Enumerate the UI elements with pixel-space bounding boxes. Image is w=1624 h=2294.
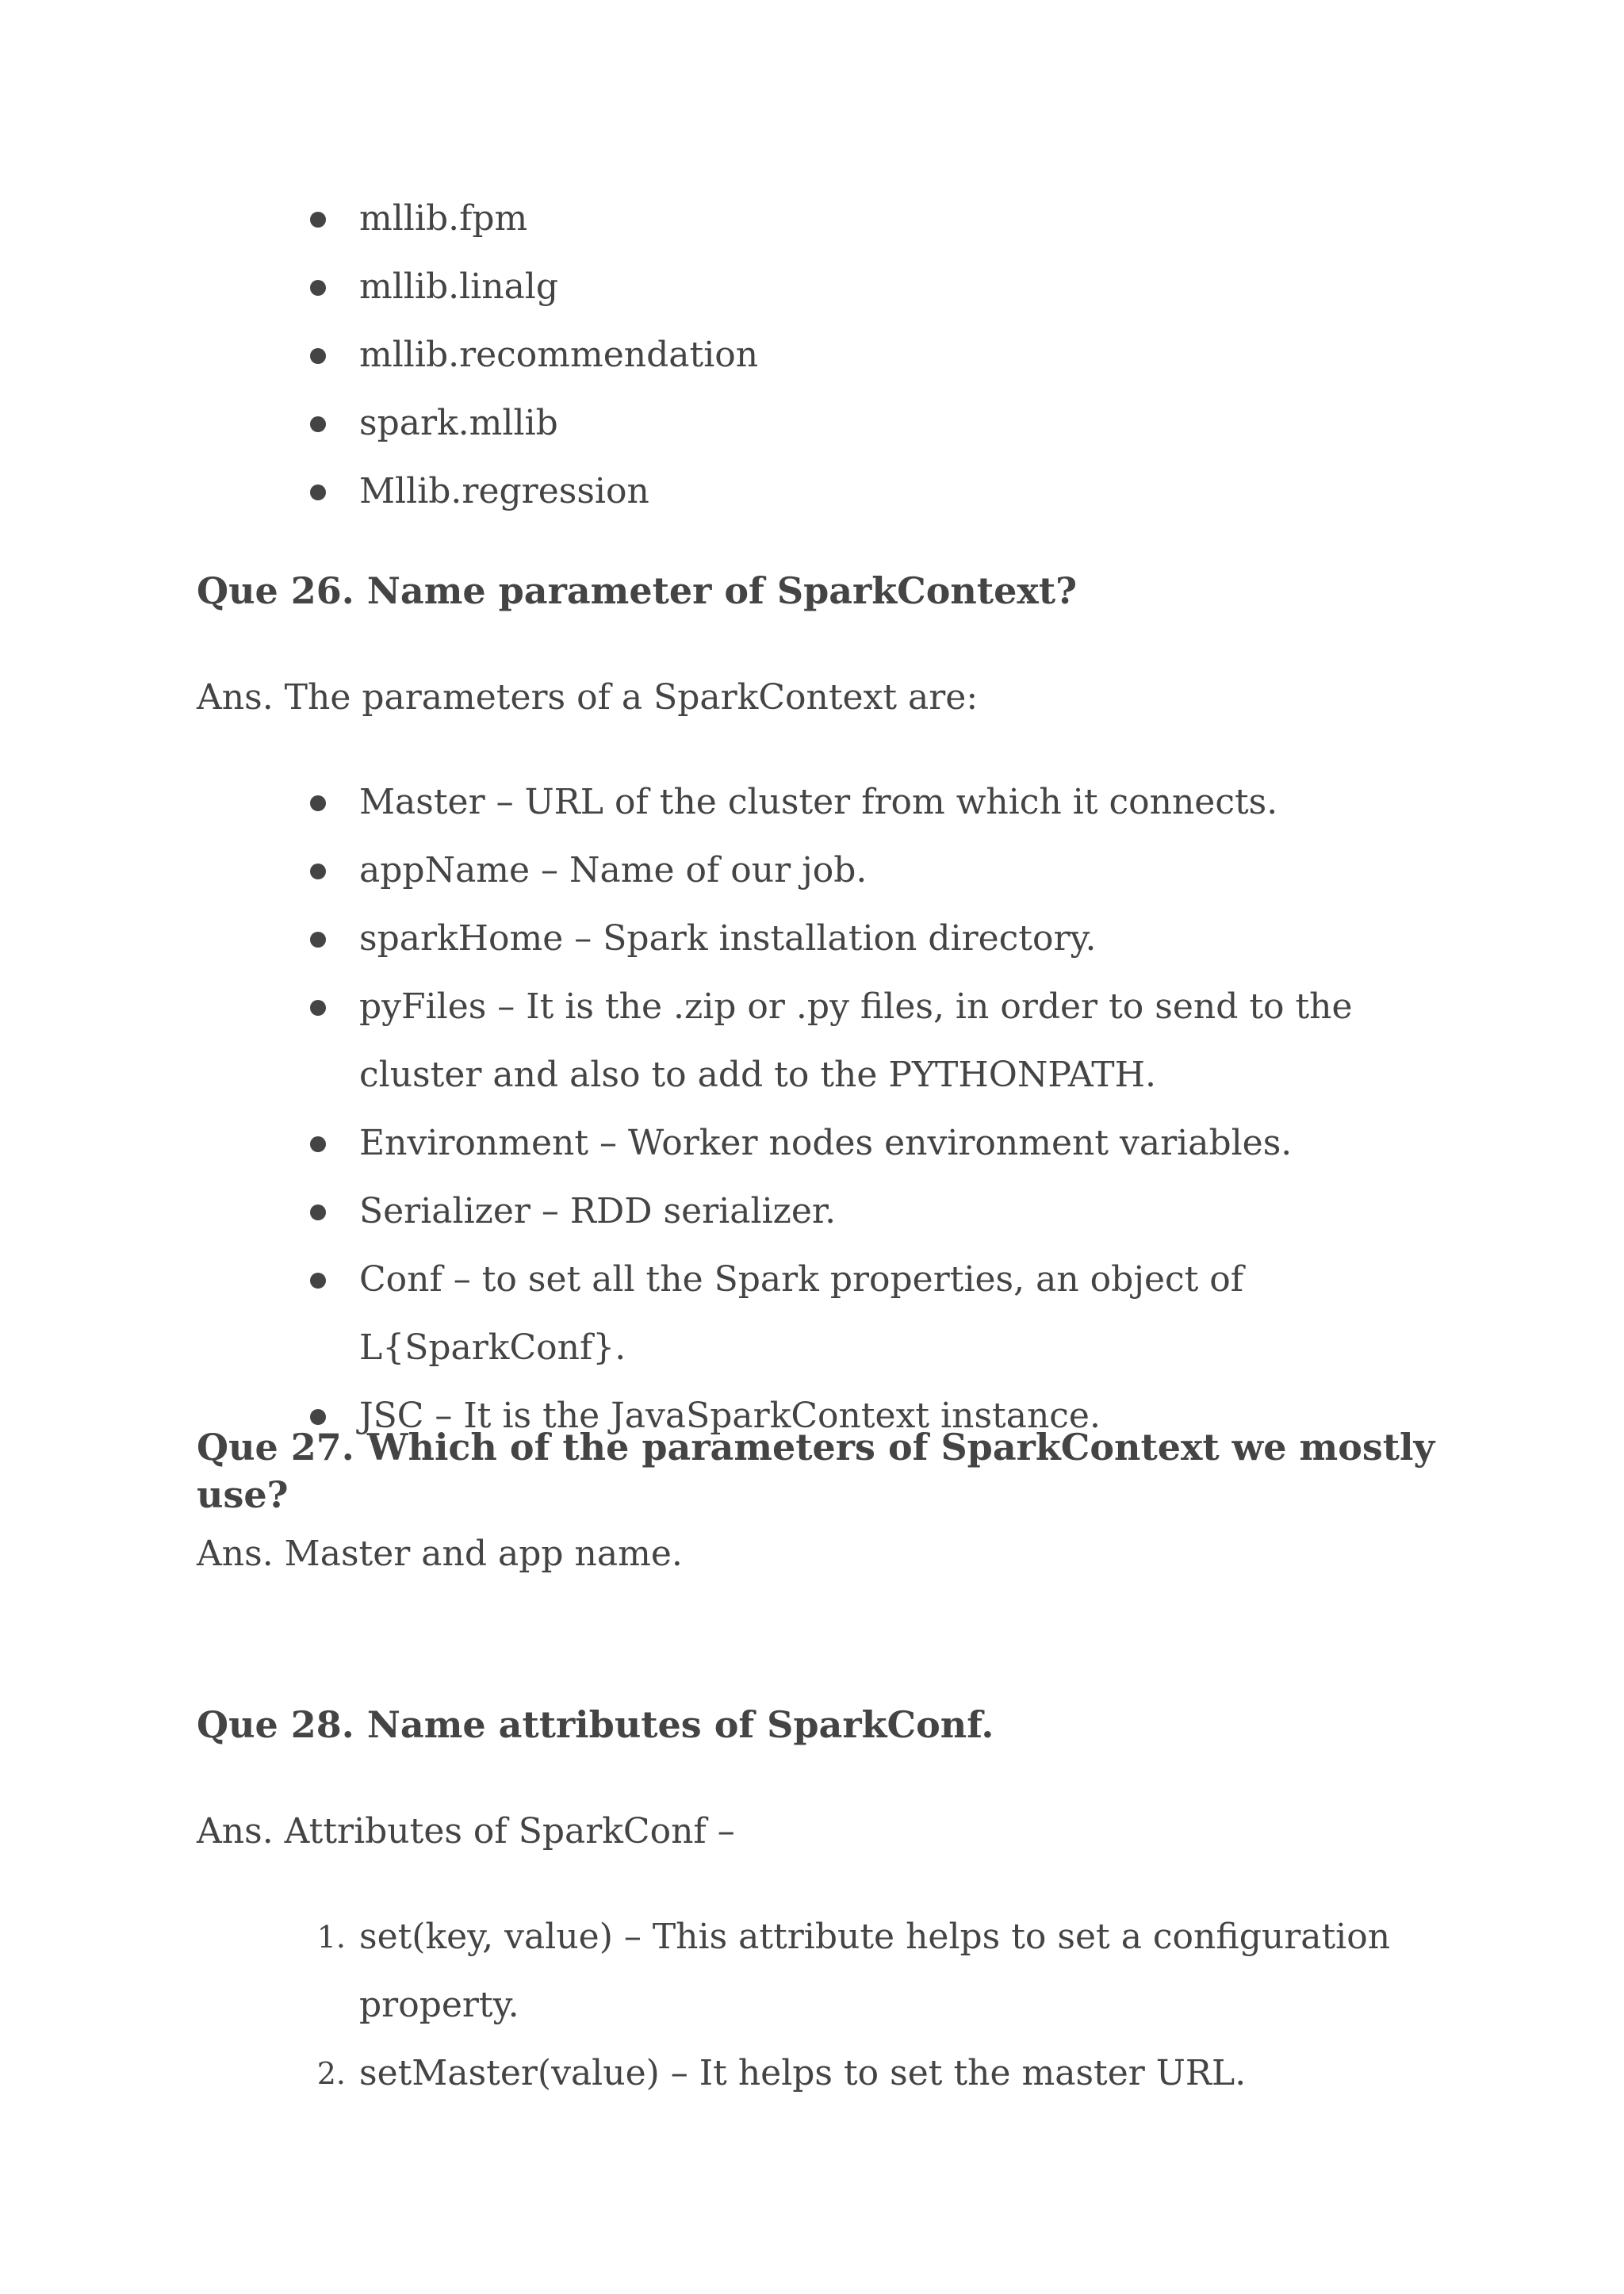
list-item-text: pyFiles – It is the .zip or .py files, in order to send to the cluster and also to add to the PYTHONPATH. xyxy=(359,986,1353,1095)
list-item xyxy=(0,768,1624,837)
question-28-answer: Ans. Attributes of SparkConf – xyxy=(197,1811,735,1852)
bullet-icon xyxy=(310,795,326,811)
bullet-icon xyxy=(310,416,326,432)
list-item-text: appName – Name of our job. xyxy=(359,850,868,890)
list-item xyxy=(0,1109,1624,1178)
list-item-text: spark.mllib xyxy=(359,403,558,443)
list-item-text: mllib.recommendation xyxy=(359,335,759,375)
question-26-heading: Que 26. Name parameter of SparkContext? xyxy=(197,569,1078,612)
mllib-package-list xyxy=(0,185,1624,526)
bullet-icon xyxy=(310,932,326,948)
sparkconf-attribute-list xyxy=(0,1903,1624,2108)
list-item-text: setMaster(value) – It helps to set the master URL. xyxy=(359,2053,1247,2093)
bullet-icon xyxy=(310,864,326,879)
sparkcontext-parameter-list xyxy=(0,768,1624,1450)
bullet-icon xyxy=(310,1273,326,1289)
list-item xyxy=(0,185,1624,253)
list-number: 2. xyxy=(316,2056,346,2091)
list-item-text: Environment – Worker nodes environment variables. xyxy=(359,1123,1293,1163)
list-item-text: JSC – It is the JavaSparkContext instance. xyxy=(359,1396,1101,1436)
bullet-icon xyxy=(310,280,326,296)
list-item-text: set(key, value) – This attribute helps to set a configuration property. xyxy=(359,1917,1391,2025)
question-26-answer: Ans. The parameters of a SparkContext are: xyxy=(197,677,979,718)
list-item-text: Master – URL of the cluster from which it connects. xyxy=(359,782,1278,822)
list-item xyxy=(0,1903,1624,2039)
bullet-icon xyxy=(310,348,326,364)
list-item-text: Serializer – RDD serializer. xyxy=(359,1191,837,1231)
question-27-answer: Ans. Master and app name. xyxy=(197,1534,683,1574)
list-item xyxy=(0,321,1624,389)
bullet-icon xyxy=(310,212,326,228)
list-item xyxy=(0,2039,1624,2108)
bullet-icon xyxy=(310,1136,326,1152)
list-item xyxy=(0,389,1624,458)
list-item-text: Conf – to set all the Spark properties, an object of L{SparkConf}. xyxy=(359,1259,1244,1368)
bullet-icon xyxy=(310,1409,326,1425)
list-number: 1. xyxy=(316,1920,346,1955)
list-item xyxy=(0,458,1624,526)
list-item xyxy=(0,253,1624,321)
list-item-text: sparkHome – Spark installation directory. xyxy=(359,918,1097,959)
bullet-icon xyxy=(310,484,326,500)
bullet-icon xyxy=(310,1204,326,1220)
list-item xyxy=(0,837,1624,905)
question-28-heading: Que 28. Name attributes of SparkConf. xyxy=(197,1703,994,1746)
list-item xyxy=(0,905,1624,973)
list-item-text: mllib.fpm xyxy=(359,198,528,239)
list-item-text: mllib.linalg xyxy=(359,266,559,307)
list-item xyxy=(0,1178,1624,1246)
question-27-heading: Que 27. Which of the parameters of SparkContext we mostly use? xyxy=(197,1426,1435,1516)
bullet-icon xyxy=(310,1000,326,1016)
list-item xyxy=(0,1246,1624,1382)
list-item-text: Mllib.regression xyxy=(359,471,649,511)
list-item xyxy=(0,973,1624,1109)
